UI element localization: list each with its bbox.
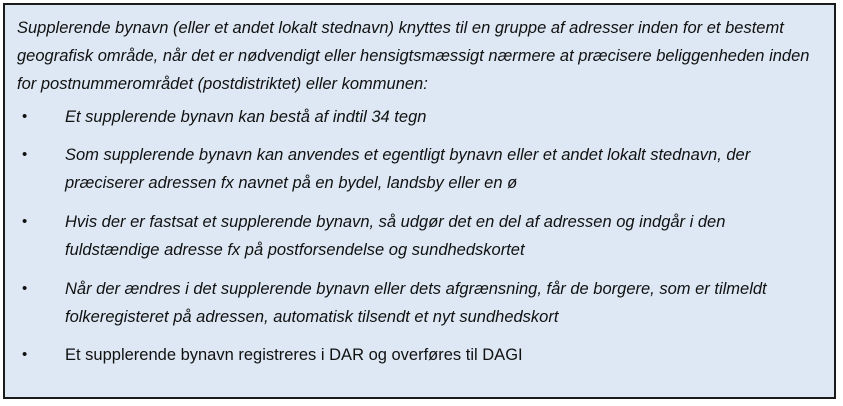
- bullet-icon: •: [22, 213, 28, 230]
- bullet-icon: •: [22, 280, 28, 297]
- info-box: [3, 3, 836, 399]
- bullet-icon: •: [22, 146, 28, 163]
- list-item: [17, 141, 824, 197]
- list-item: [17, 103, 824, 131]
- list-item-text: Et supplerende bynavn registreres i DAR og overføres til DAGI: [65, 346, 523, 364]
- bullet-list: [17, 103, 824, 369]
- intro-paragraph: Supplerende bynavn (eller et andet lokalt stednavn) knyttes til en gruppe af adresser inden for et bestemt geografisk område, når det er nødvendigt eller hensigtsmæssigt nærmere at præcisere beliggenheden inden for postnummerområdet (postdistriktet) eller kommunen:: [17, 19, 810, 93]
- bullet-icon: •: [22, 108, 28, 125]
- list-item: [17, 275, 824, 331]
- list-item-text: Når der ændres i det supplerende bynavn eller dets afgrænsning, får de borgere, som er tilmeldt folkeregisteret på adressen, automatisk tilsendt et nyt sundhedskort: [65, 280, 767, 326]
- list-item-text: Som supplerende bynavn kan anvendes et egentligt bynavn eller et andet lokalt stednavn, der præciserer adressen fx navnet på en bydel, landsby eller en ø: [65, 146, 751, 192]
- list-item-text: Hvis der er fastsat et supplerende bynavn, så udgør det en del af adressen og indgår i den fuldstændige adresse fx på postforsendelse og sundhedskortet: [65, 213, 726, 259]
- bullet-icon: •: [22, 346, 28, 363]
- list-item: [17, 341, 824, 369]
- list-item: [17, 208, 824, 264]
- list-item-text: Et supplerende bynavn kan bestå af indtil 34 tegn: [65, 108, 427, 126]
